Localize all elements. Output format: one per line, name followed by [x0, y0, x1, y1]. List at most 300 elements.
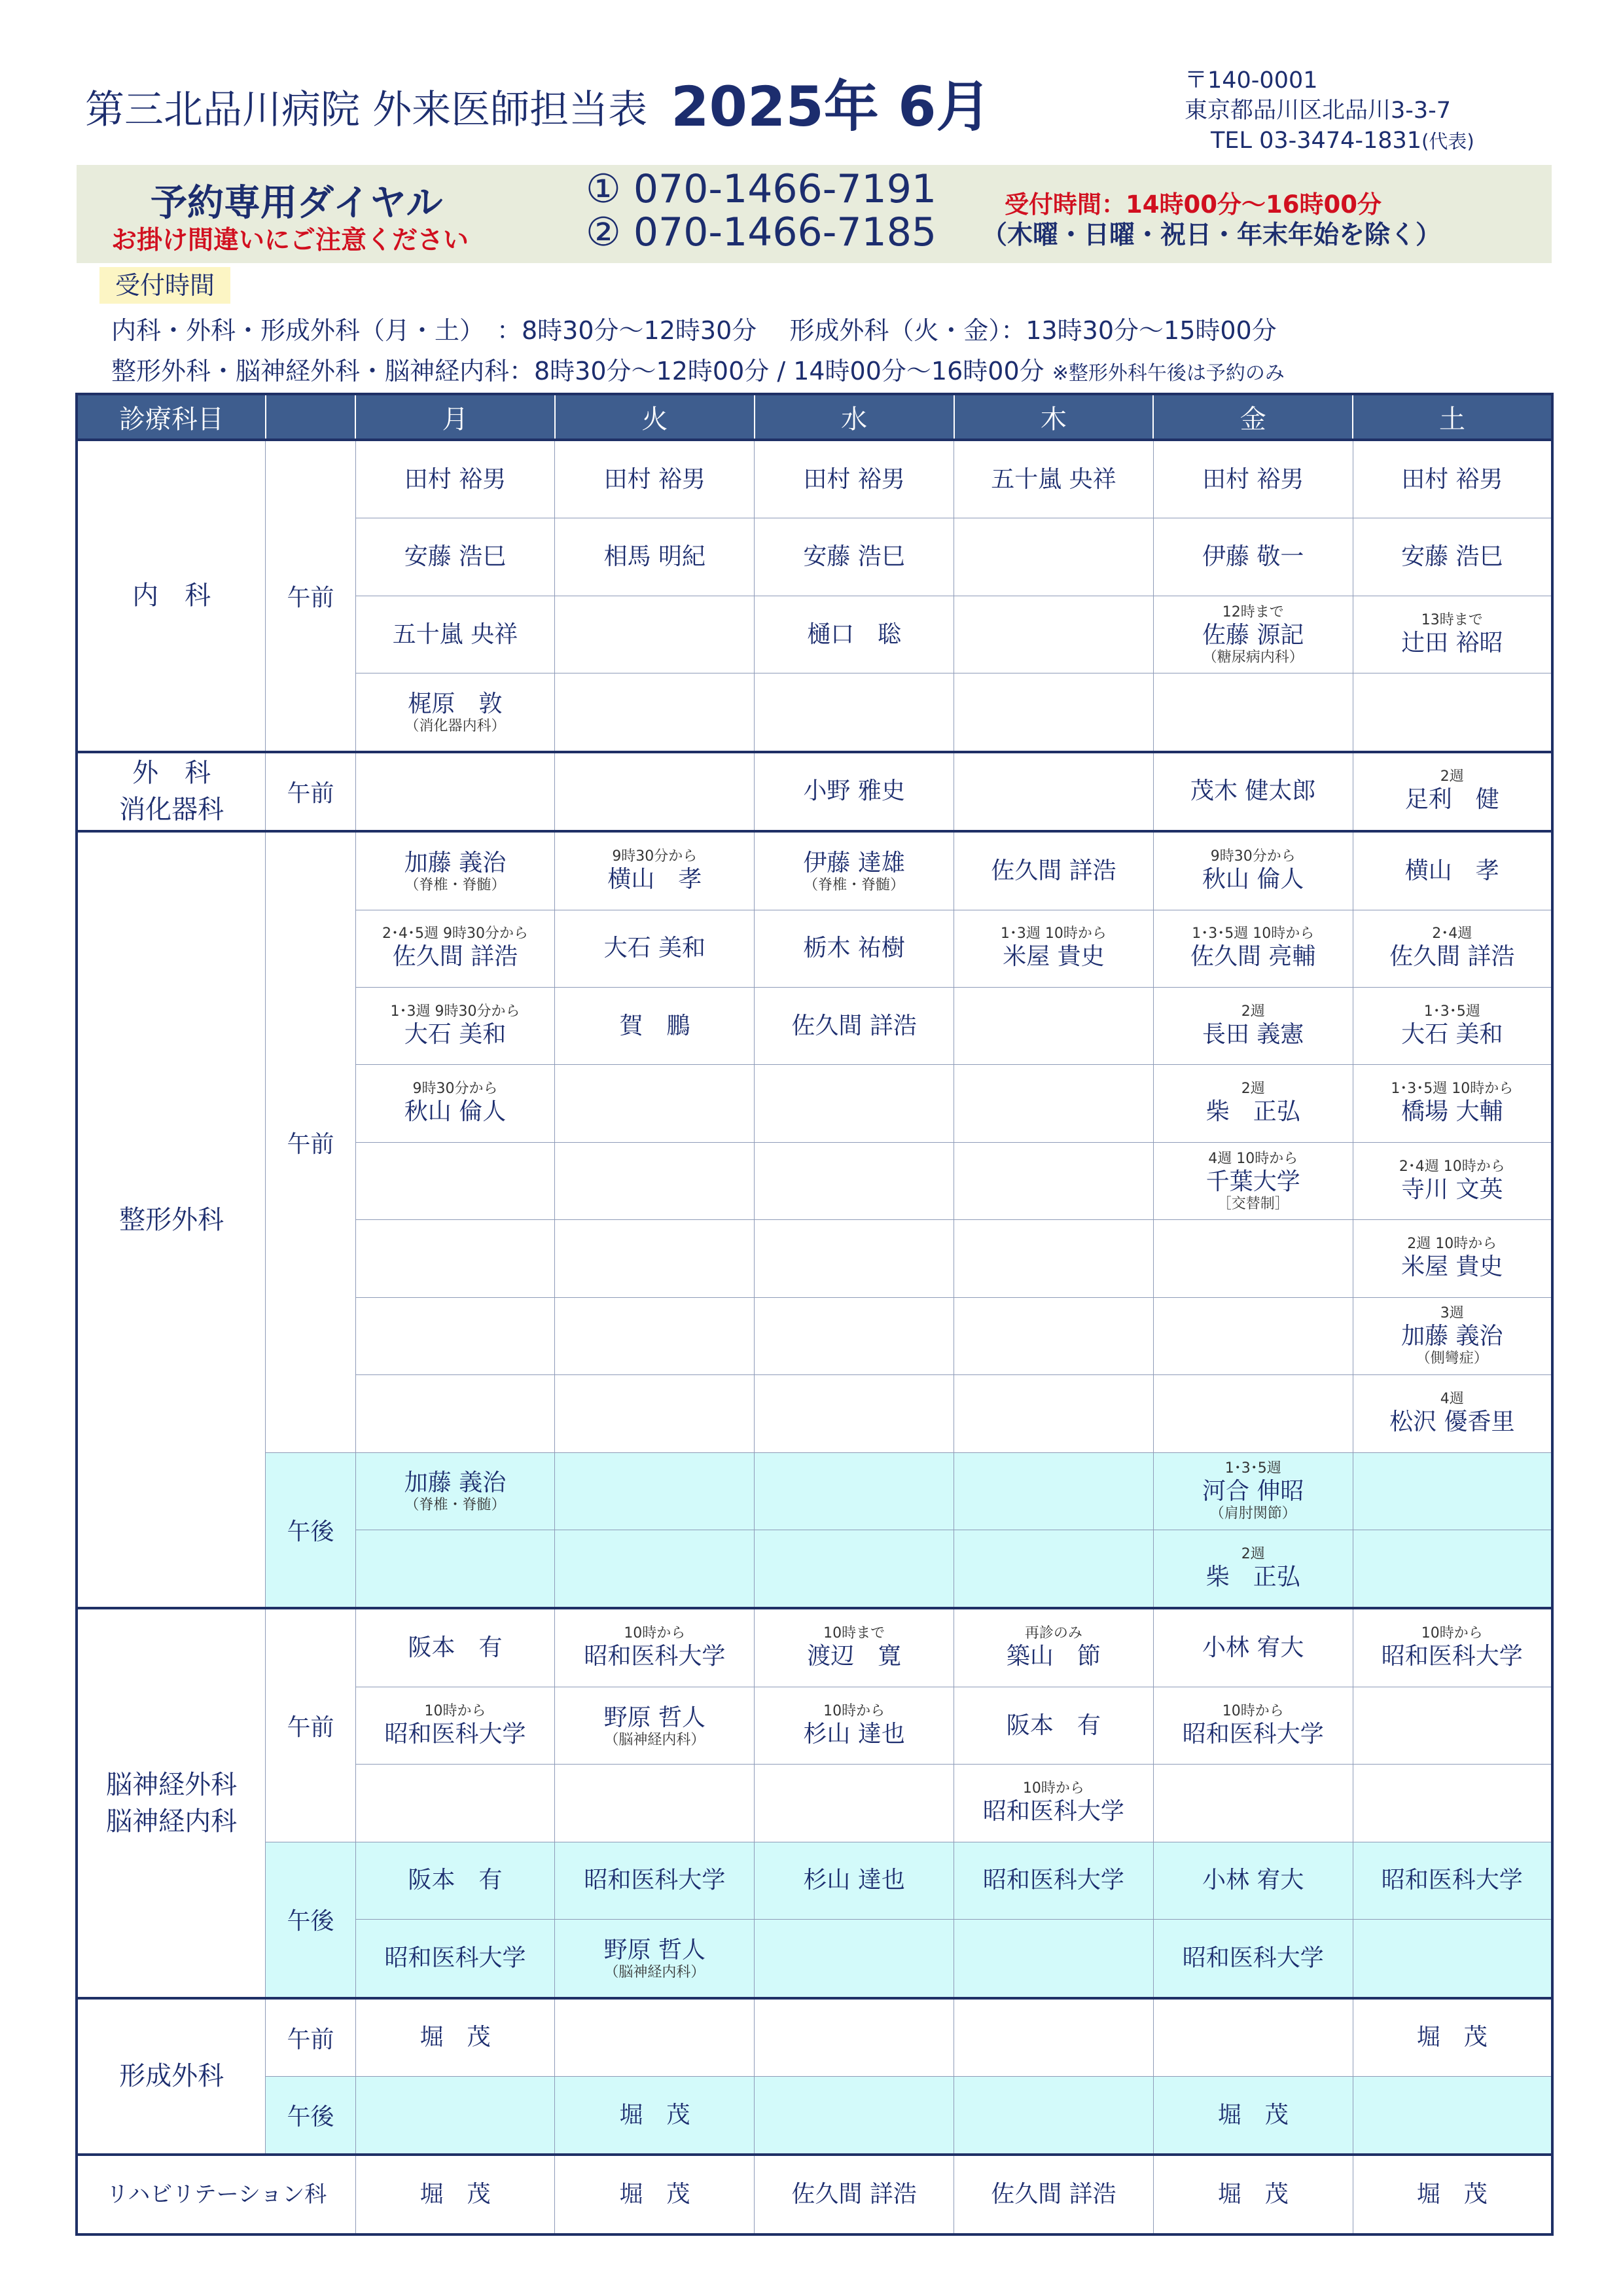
- period-label: 午前: [266, 1608, 355, 1842]
- schedule-cell-fri: [1153, 1687, 1353, 1764]
- doctor-name: 堀 茂: [619, 2101, 690, 2128]
- schedule-cell-tue: [555, 673, 755, 752]
- schedule-cell-fri: [1153, 518, 1353, 596]
- orthopedics-pm-note: ※整形外科午後は予約のみ: [1052, 362, 1285, 385]
- schedule-cell-thu: [954, 1065, 1154, 1142]
- schedule-cell-tue: [555, 1452, 755, 1530]
- schedule-cell-fri: [1153, 1220, 1353, 1297]
- doctor-name: 加藤 義治: [1401, 1323, 1503, 1350]
- doctor-name: 渡辺 寛: [807, 1643, 902, 1670]
- schedule-cell-sat: [1353, 1920, 1552, 1998]
- time-note: 再診のみ: [1024, 1625, 1082, 1642]
- schedule-cell-wed: [755, 1297, 954, 1374]
- specialty-note: （脊椎・脊髄）: [804, 876, 905, 893]
- time-note: 9時30分から: [412, 1081, 498, 1098]
- schedule-cell-thu: [954, 831, 1154, 910]
- doctor-name: 相馬 明紀: [603, 543, 706, 571]
- header-day-mon: 月: [355, 394, 555, 440]
- doctor-name: 大石 美和: [1401, 1020, 1503, 1048]
- doctor-name: 長田 義憲: [1202, 1020, 1304, 1048]
- doctor-name: 佐久間 詳浩: [791, 1012, 917, 1039]
- reception-hours-label: 受付時間: [99, 267, 230, 304]
- doctor-name: 大石 美和: [404, 1020, 507, 1048]
- doctor-name: 加藤 義治: [404, 849, 507, 876]
- reception-hours-line-1: 内科・外科・形成外科（月・土） ：8時30分～12時30分 形成外科（火・金）：13時30分～15時00分: [111, 316, 1277, 345]
- schedule-cell-fri: [1153, 2155, 1353, 2234]
- schedule-cell-tue: [555, 1297, 755, 1374]
- schedule-cell-sat: [1353, 910, 1552, 987]
- period-label: 午後: [266, 2076, 355, 2155]
- time-note: 12時まで: [1222, 603, 1284, 620]
- doctor-name: 辻田 裕昭: [1401, 629, 1503, 656]
- schedule-cell-mon: [355, 2076, 555, 2155]
- schedule-cell-tue: [555, 1142, 755, 1219]
- schedule-cell-mon: [355, 440, 555, 518]
- schedule-cell-tue: [555, 1687, 755, 1764]
- doctor-name: 米屋 貴史: [1401, 1253, 1503, 1280]
- time-note: 2･4週: [1432, 925, 1472, 942]
- schedule-cell-wed: [755, 1765, 954, 1842]
- schedule-cell-sat: [1353, 1297, 1552, 1374]
- doctor-name: 昭和医科大学: [1381, 1643, 1523, 1670]
- doctor-name: 佐久間 詳浩: [791, 2181, 917, 2208]
- schedule-cell-tue: [555, 752, 755, 832]
- specialty-note: （脊椎・脊髄）: [404, 876, 506, 893]
- doctor-name: 大石 美和: [603, 935, 706, 962]
- reservation-title: 予約専用ダイヤル: [151, 182, 443, 224]
- schedule-body: [77, 440, 1552, 2234]
- department-label-line: 消化器科: [119, 795, 224, 825]
- time-note: 2週: [1241, 1003, 1265, 1020]
- doctor-name: 五十嵐 央祥: [392, 620, 518, 648]
- time-note: 10時から: [823, 1702, 885, 1719]
- schedule-cell-wed: [755, 2076, 954, 2155]
- schedule-cell-mon: [355, 1920, 555, 1998]
- doctor-name: 堀 茂: [619, 2181, 690, 2208]
- schedule-cell-fri: [1153, 1920, 1353, 1998]
- schedule-cell-thu: [954, 1530, 1154, 1608]
- reception-hours-line-2: [111, 351, 1285, 387]
- specialty-note: （脊椎・脊髄）: [404, 1497, 506, 1514]
- specialty-note: （肩肘関節）: [1209, 1505, 1296, 1522]
- specialty-note: （側彎症）: [1416, 1350, 1488, 1367]
- time-note: 2週: [1241, 1081, 1265, 1098]
- schedule-cell-fri: [1153, 2076, 1353, 2155]
- doctor-name: 築山 節: [1006, 1643, 1101, 1670]
- page-title: [85, 60, 991, 139]
- schedule-cell-sat: [1353, 1608, 1552, 1687]
- period-label: 午前: [266, 752, 355, 832]
- schedule-cell-sat: [1353, 1687, 1552, 1764]
- schedule-cell-fri: [1153, 1998, 1353, 2077]
- department-label-line: 内 科: [132, 581, 211, 611]
- schedule-cell-sat: [1353, 1530, 1552, 1608]
- schedule-cell-fri: [1153, 596, 1353, 673]
- schedule-cell-mon: [355, 1842, 555, 1919]
- schedule-cell-thu: [954, 1920, 1154, 1998]
- schedule-cell-wed: [755, 910, 954, 987]
- department-label: [77, 1998, 266, 2155]
- period-label: 午後: [266, 1452, 355, 1608]
- doctor-name: 昭和医科大学: [982, 1867, 1124, 1894]
- schedule-cell-wed: [755, 673, 954, 752]
- schedule-cell-tue: [555, 1608, 755, 1687]
- schedule-cell-mon: [355, 1687, 555, 1764]
- doctor-name: 昭和医科大学: [1182, 1720, 1324, 1748]
- schedule-cell-thu: [954, 2076, 1154, 2155]
- doctor-name: 田村 裕男: [603, 465, 706, 493]
- period-label: 午前: [266, 1998, 355, 2077]
- schedule-cell-mon: [355, 831, 555, 910]
- hospital-title: 第三北品川病院 外来医師担当表: [85, 87, 648, 133]
- table-row: [77, 2076, 1552, 2155]
- schedule-cell-thu: [954, 1998, 1154, 2077]
- schedule-cell-wed: [755, 988, 954, 1065]
- specialty-note: （消化器内科）: [404, 717, 506, 734]
- schedule-cell-thu: [954, 1687, 1154, 1764]
- specialty-note: （脳神経内科）: [604, 1964, 705, 1981]
- doctor-name: 橋場 大輔: [1401, 1098, 1503, 1126]
- schedule-cell-thu: [954, 1297, 1154, 1374]
- doctor-name: 昭和医科大学: [584, 1643, 726, 1670]
- schedule-cell-sat: [1353, 1452, 1552, 1530]
- header-day-tue: 火: [555, 394, 755, 440]
- doctor-name: 佐久間 詳浩: [991, 857, 1116, 884]
- schedule-cell-fri: [1153, 1142, 1353, 1219]
- schedule-cell-wed: [755, 1375, 954, 1452]
- time-note: 1･3･5週 10時から: [1192, 925, 1315, 942]
- schedule-cell-fri: [1153, 1608, 1353, 1687]
- doctor-name: 佐久間 詳浩: [392, 943, 518, 971]
- time-note: 9時30分から: [1210, 848, 1296, 865]
- table-row: [77, 1608, 1552, 1687]
- schedule-cell-fri: [1153, 831, 1353, 910]
- department-label-line: 形成外科: [119, 2061, 224, 2092]
- doctor-name: 千葉大学: [1205, 1168, 1300, 1195]
- schedule-cell-sat: [1353, 1142, 1552, 1219]
- schedule-cell-fri: [1153, 1065, 1353, 1142]
- schedule-cell-tue: [555, 1375, 755, 1452]
- schedule-cell-mon: [355, 2155, 555, 2234]
- department-label: [77, 752, 266, 832]
- time-note: 2週 10時から: [1407, 1236, 1497, 1252]
- doctor-name: 安藤 浩巳: [1401, 543, 1503, 571]
- reservation-accept-time: 受付時間：14時00分～16時00分: [1005, 190, 1382, 219]
- schedule-cell-wed: [755, 1998, 954, 2077]
- doctor-name: 柴 正弘: [1205, 1563, 1300, 1590]
- year-month: 2025年 6月: [671, 75, 991, 139]
- postal-code: 〒140-0001: [1185, 67, 1318, 94]
- schedule-cell-wed: [755, 1530, 954, 1608]
- schedule-cell-tue: [555, 910, 755, 987]
- schedule-cell-sat: [1353, 1998, 1552, 2077]
- schedule-cell-thu: [954, 673, 1154, 752]
- doctor-name: 加藤 義治: [404, 1469, 507, 1497]
- time-note: 1･3･5週 10時から: [1391, 1081, 1514, 1098]
- schedule-table: [75, 393, 1554, 2236]
- main-phone: TEL 03-3474-1831: [1211, 128, 1422, 154]
- department-label-line: 脳神経外科: [106, 1769, 238, 1800]
- schedule-cell-sat: [1353, 752, 1552, 832]
- schedule-cell-thu: [954, 1765, 1154, 1842]
- schedule-cell-wed: [755, 1452, 954, 1530]
- schedule-cell-mon: [355, 1375, 555, 1452]
- doctor-name: 樋口 聡: [807, 620, 902, 648]
- doctor-name: 小林 宥大: [1202, 1867, 1304, 1894]
- schedule-cell-mon: [355, 1065, 555, 1142]
- schedule-cell-fri: [1153, 440, 1353, 518]
- doctor-name: 佐藤 源記: [1202, 621, 1304, 649]
- doctor-name: 河合 伸昭: [1202, 1478, 1304, 1505]
- schedule-cell-mon: [355, 1220, 555, 1297]
- doctor-name: 堀 茂: [1217, 2101, 1289, 2128]
- schedule-cell-tue: [555, 1765, 755, 1842]
- schedule-cell-wed: [755, 2155, 954, 2234]
- time-note: 1･3週 9時30分から: [390, 1003, 520, 1020]
- schedule-cell-fri: [1153, 752, 1353, 832]
- doctor-name: 佐久間 詳浩: [991, 2181, 1116, 2208]
- schedule-cell-wed: [755, 1065, 954, 1142]
- schedule-cell-mon: [355, 752, 555, 832]
- schedule-cell-fri: [1153, 1452, 1353, 1530]
- doctor-name: 野原 哲人: [603, 1704, 706, 1731]
- doctor-name: 横山 孝: [1404, 857, 1499, 884]
- doctor-name: 佐久間 詳浩: [1389, 943, 1515, 971]
- schedule-cell-fri: [1153, 673, 1353, 752]
- schedule-cell-fri: [1153, 1375, 1353, 1452]
- time-note: 2週: [1241, 1545, 1265, 1562]
- time-note: 13時まで: [1421, 611, 1483, 628]
- doctor-name: 横山 孝: [607, 865, 702, 893]
- schedule-cell-thu: [954, 752, 1154, 832]
- time-note: 10時から: [624, 1625, 686, 1642]
- schedule-cell-sat: [1353, 440, 1552, 518]
- doctor-name: 阪本 有: [408, 1867, 503, 1894]
- time-note: 1･3･5週: [1423, 1003, 1480, 1020]
- schedule-cell-wed: [755, 1687, 954, 1764]
- doctor-name: 昭和医科大学: [1381, 1867, 1523, 1894]
- schedule-cell-sat: [1353, 1220, 1552, 1297]
- schedule-cell-thu: [954, 988, 1154, 1065]
- doctor-name: 昭和医科大学: [584, 1867, 726, 1894]
- time-note: 3週: [1440, 1305, 1464, 1322]
- doctor-name: 堀 茂: [1416, 2024, 1488, 2051]
- schedule-cell-mon: [355, 518, 555, 596]
- schedule-cell-thu: [954, 596, 1154, 673]
- period-label: 午後: [266, 1842, 355, 1998]
- schedule-cell-thu: [954, 1842, 1154, 1919]
- schedule-cell-thu: [954, 1608, 1154, 1687]
- doctor-name: 田村 裕男: [1401, 465, 1503, 493]
- table-row: [77, 440, 1552, 518]
- schedule-cell-wed: [755, 1920, 954, 1998]
- time-note: 2･4週 10時から: [1399, 1158, 1505, 1175]
- schedule-cell-fri: [1153, 988, 1353, 1065]
- schedule-cell-tue: [555, 1220, 755, 1297]
- doctor-name: 松沢 優香里: [1389, 1408, 1515, 1435]
- schedule-cell-thu: [954, 1452, 1154, 1530]
- doctor-name: 田村 裕男: [803, 465, 905, 493]
- schedule-cell-tue: [555, 1920, 755, 1998]
- schedule-cell-thu: [954, 2155, 1154, 2234]
- time-note: 10時から: [1222, 1702, 1284, 1719]
- department-label: [77, 831, 266, 1608]
- reservation-phone-2[interactable]: ② 070-1466-7185: [586, 209, 937, 255]
- hospital-address: [1185, 65, 1474, 156]
- table-row: [77, 2155, 1552, 2234]
- schedule-cell-sat: [1353, 2076, 1552, 2155]
- department-label-line: 脳神経内科: [106, 1806, 238, 1837]
- doctor-name: 阪本 有: [408, 1634, 503, 1662]
- header-day-sat: 土: [1353, 394, 1552, 440]
- schedule-cell-sat: [1353, 1765, 1552, 1842]
- header-period: [266, 394, 355, 440]
- schedule-cell-tue: [555, 1065, 755, 1142]
- schedule-cell-mon: [355, 1998, 555, 2077]
- schedule-cell-sat: [1353, 831, 1552, 910]
- period-label: 午前: [266, 831, 355, 1452]
- doctor-name: 昭和医科大学: [1182, 1944, 1324, 1971]
- table-row: [77, 752, 1552, 832]
- schedule-cell-tue: [555, 2155, 755, 2234]
- schedule-cell-fri: [1153, 1842, 1353, 1919]
- time-note: 1･3･5週: [1224, 1460, 1281, 1477]
- doctor-name: 安藤 浩巳: [803, 543, 905, 571]
- doctor-name: 小野 雅史: [803, 778, 905, 805]
- schedule-cell-thu: [954, 1142, 1154, 1219]
- schedule-cell-mon: [355, 1297, 555, 1374]
- doctor-name: 堀 茂: [419, 2181, 491, 2208]
- schedule-cell-thu: [954, 910, 1154, 987]
- doctor-name: 阪本 有: [1006, 1712, 1101, 1739]
- schedule-cell-sat: [1353, 673, 1552, 752]
- header-day-fri: 金: [1153, 394, 1353, 440]
- department-label-line: 外 科: [132, 758, 211, 789]
- reception-hours-line-2-text: 整形外科・脳神経外科・脳神経内科：8時30分～12時00分 / 14時00分～16時00分: [111, 357, 1044, 386]
- schedule-cell-wed: [755, 1220, 954, 1297]
- schedule-cell-wed: [755, 831, 954, 910]
- department-label: リハビリテーション科: [77, 2155, 355, 2234]
- schedule-cell-mon: [355, 673, 555, 752]
- table-row: [77, 1842, 1552, 1919]
- doctor-name: 堀 茂: [419, 2024, 491, 2051]
- schedule-cell-tue: [555, 596, 755, 673]
- schedule-cell-sat: [1353, 518, 1552, 596]
- header-day-thu: 木: [954, 394, 1154, 440]
- schedule-cell-mon: [355, 910, 555, 987]
- time-note: 4週 10時から: [1208, 1150, 1298, 1167]
- specialty-note: ［交替制］: [1217, 1195, 1289, 1212]
- department-label-line: 整形外科: [119, 1204, 224, 1235]
- schedule-cell-sat: [1353, 1065, 1552, 1142]
- doctor-name: 堀 茂: [1217, 2181, 1289, 2208]
- schedule-cell-fri: [1153, 910, 1353, 987]
- schedule-cell-thu: [954, 518, 1154, 596]
- doctor-name: 寺川 文英: [1401, 1175, 1503, 1203]
- schedule-cell-wed: [755, 752, 954, 832]
- time-note: 10時から: [1421, 1625, 1483, 1642]
- doctor-name: 堀 茂: [1416, 2181, 1488, 2208]
- schedule-cell-fri: [1153, 1530, 1353, 1608]
- schedule-cell-mon: [355, 988, 555, 1065]
- time-note: 10時から: [424, 1702, 486, 1719]
- doctor-name: 梶原 敦: [408, 690, 503, 717]
- schedule-cell-tue: [555, 440, 755, 518]
- doctor-name: 田村 裕男: [1202, 465, 1304, 493]
- schedule-cell-tue: [555, 831, 755, 910]
- schedule-cell-tue: [555, 1998, 755, 2077]
- schedule-cell-mon: [355, 1608, 555, 1687]
- doctor-name: 秋山 倫人: [1202, 865, 1304, 893]
- schedule-cell-mon: [355, 1530, 555, 1608]
- schedule-cell-mon: [355, 1452, 555, 1530]
- schedule-cell-tue: [555, 2076, 755, 2155]
- schedule-cell-sat: [1353, 596, 1552, 673]
- time-note: 10時から: [1022, 1780, 1084, 1797]
- schedule-cell-sat: [1353, 988, 1552, 1065]
- schedule-cell-fri: [1153, 1765, 1353, 1842]
- doctor-name: 栃木 祐樹: [803, 935, 905, 962]
- doctor-name: 田村 裕男: [404, 465, 507, 493]
- doctor-name: 秋山 倫人: [404, 1098, 507, 1126]
- main-phone-note: (代表): [1421, 130, 1474, 152]
- street-address: 東京都品川区北品川3-3-7: [1185, 98, 1452, 124]
- department-label: [77, 1608, 266, 1998]
- doctor-name: 佐久間 亮輔: [1190, 943, 1316, 971]
- schedule-cell-thu: [954, 440, 1154, 518]
- department-label: [77, 440, 266, 752]
- doctor-name: 茂木 健太郎: [1190, 778, 1316, 805]
- schedule-cell-tue: [555, 1530, 755, 1608]
- doctor-name: 五十嵐 央祥: [991, 465, 1116, 493]
- schedule-cell-wed: [755, 1842, 954, 1919]
- schedule-cell-sat: [1353, 2155, 1552, 2234]
- table-row: [77, 1452, 1552, 1530]
- reservation-warning: お掛け間違いにご注意ください: [111, 226, 469, 255]
- doctor-name: 米屋 貴史: [1003, 943, 1105, 971]
- schedule-cell-tue: [555, 988, 755, 1065]
- table-row: [77, 831, 1552, 910]
- reservation-exclusion: （木曜・日曜・祝日・年末年始を除く）: [982, 221, 1442, 250]
- table-row: [77, 1998, 1552, 2077]
- doctor-name: 杉山 達也: [803, 1720, 905, 1748]
- schedule-cell-wed: [755, 596, 954, 673]
- specialty-note: （糖尿病内科）: [1202, 649, 1304, 666]
- time-note: 1･3週 10時から: [1000, 925, 1107, 942]
- schedule-cell-mon: [355, 1142, 555, 1219]
- schedule-cell-mon: [355, 596, 555, 673]
- doctor-name: 昭和医科大学: [982, 1797, 1124, 1825]
- schedule-cell-tue: [555, 1842, 755, 1919]
- doctor-name: 伊藤 敬一: [1202, 543, 1304, 571]
- doctor-name: 小林 宥大: [1202, 1634, 1304, 1662]
- doctor-name: 安藤 浩巳: [404, 543, 507, 571]
- doctor-name: 柴 正弘: [1205, 1098, 1300, 1126]
- time-note: 2･4･5週 9時30分から: [382, 925, 529, 942]
- doctor-name: 杉山 達也: [803, 1867, 905, 1894]
- reservation-phone-1[interactable]: ① 070-1466-7191: [586, 166, 937, 212]
- schedule-cell-mon: [355, 1765, 555, 1842]
- schedule-cell-sat: [1353, 1842, 1552, 1919]
- schedule-cell-wed: [755, 1608, 954, 1687]
- schedule-cell-fri: [1153, 1297, 1353, 1374]
- header-day-wed: 水: [755, 394, 954, 440]
- schedule-cell-thu: [954, 1220, 1154, 1297]
- schedule-cell-thu: [954, 1375, 1154, 1452]
- time-note: 2週: [1440, 768, 1464, 785]
- doctor-name: 足利 健: [1404, 786, 1499, 814]
- schedule-cell-wed: [755, 518, 954, 596]
